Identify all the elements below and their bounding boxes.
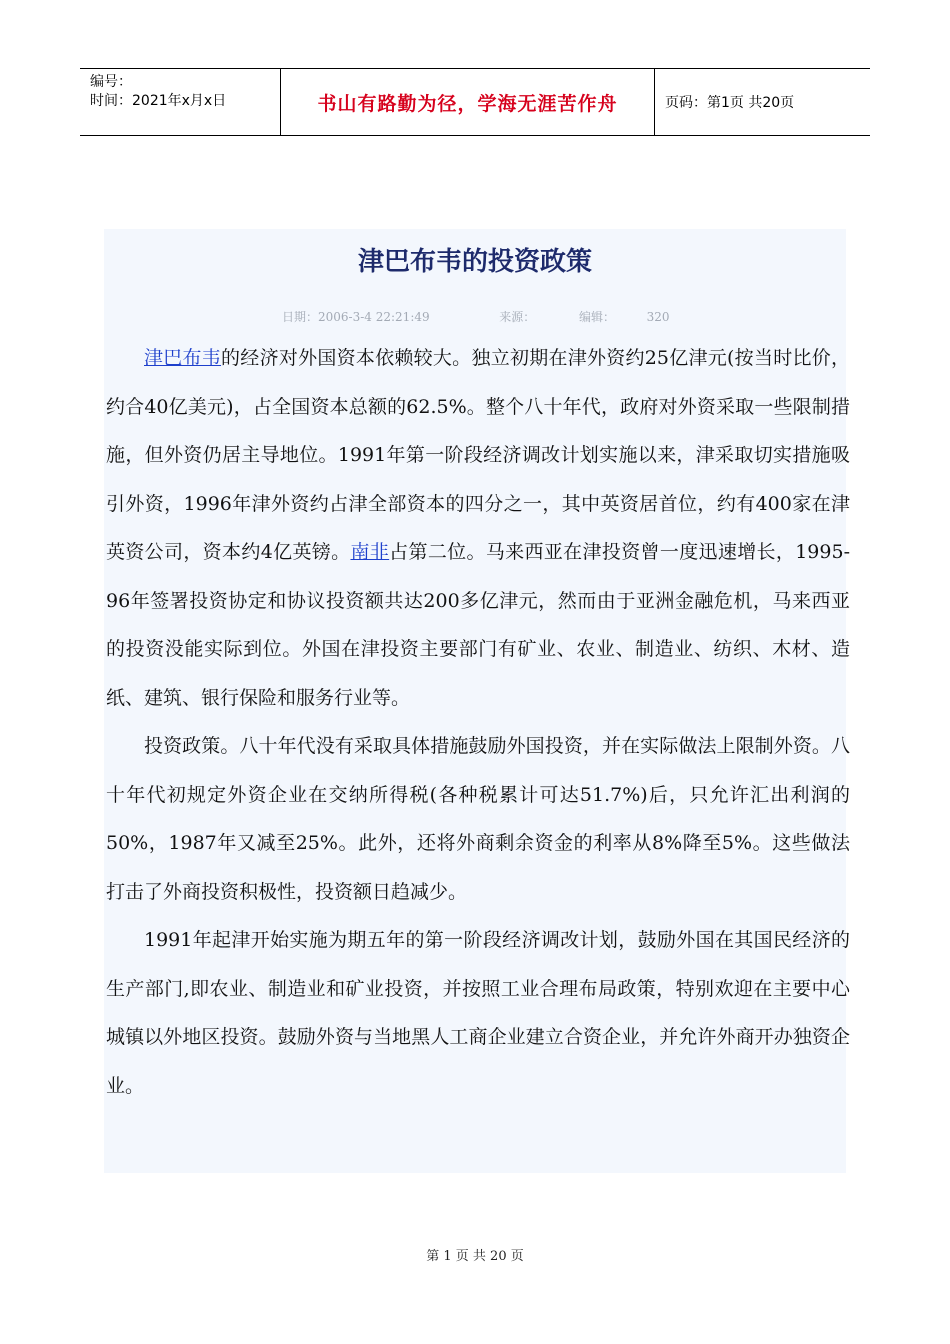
paragraph-2: 投资政策。八十年代没有采取具体措施鼓励外国投资，并在实际做法上限制外资。八十年代初规定外资企业在交纳所得税(各种税累计可达51.7%)后，只允许汇出利润的50%，1987年又减至25%。此外，还将外商剩余资金的利率从8%降至5%。这些做法打击了外商投资积极性，投资额日趋减少。 xyxy=(106,735,850,903)
page-header xyxy=(80,68,870,136)
paragraph-1-text-a: 的经济对外国资本依赖较大。独立初期在津外资约25亿津元(按当时比价，约合40亿美元)，占全国资本总额的62.5%。整个八十年代，政府对外资采取一些限制措施，但外资仍居主导地位。1991年第一阶段经济调改计划实施以来，津采取切实措施吸引外资，1996年津外资约占津全部资本的四分之一，其中英资居首位，约有400家在津英资公司，资本约4亿英镑。 xyxy=(106,347,850,563)
document-number-label: 编号： xyxy=(90,74,132,90)
article-title: 津巴布韦的投资政策 xyxy=(357,247,592,277)
link-zimbabwe[interactable]: 津巴布韦 xyxy=(144,347,222,369)
document-time-label: 时间：2021年x月x日 xyxy=(90,93,227,109)
article-body xyxy=(106,334,850,1110)
paragraph-1 xyxy=(106,334,850,722)
link-south-africa[interactable]: 南非 xyxy=(350,541,390,563)
article-source: 来源： xyxy=(499,310,536,324)
paragraph-3: 1991年起津开始实施为期五年的第一阶段经济调改计划，鼓励外国在其国民经济的生产部门,即农业、制造业和矿业投资，并按照工业合理布局政策，特别欢迎在主要中心城镇以外地区投资。鼓励外资与当地黑人工商企业建立合资企业，并允许外商开办独资企业。 xyxy=(106,929,850,1097)
article-views: 320 xyxy=(646,310,670,324)
article-panel xyxy=(104,229,850,1173)
page-footer: 第 1 页 共 20 页 xyxy=(426,1249,524,1264)
paragraph-1-text-b: 占第二位。马来西亚在津投资曾一度迅速增长，1995-96年签署投资协定和协议投资额共达200多亿津元，然而由于亚洲金融危机，马来西亚的投资没能实际到位。外国在津投资主要部门有矿业、农业、制造业、纺织、木材、造纸、建筑、银行保险和服务行业等。 xyxy=(106,541,850,709)
article-meta xyxy=(282,308,670,325)
article-date: 日期：2006-3-4 22:21:49 xyxy=(282,310,430,324)
header-meta-cell xyxy=(80,69,281,135)
article-editor: 编辑： xyxy=(578,310,615,324)
header-page-info: 页码：第1页 共20页 xyxy=(665,95,795,111)
header-motto: 书山有路勤为径，学海无涯苦作舟 xyxy=(281,69,655,135)
